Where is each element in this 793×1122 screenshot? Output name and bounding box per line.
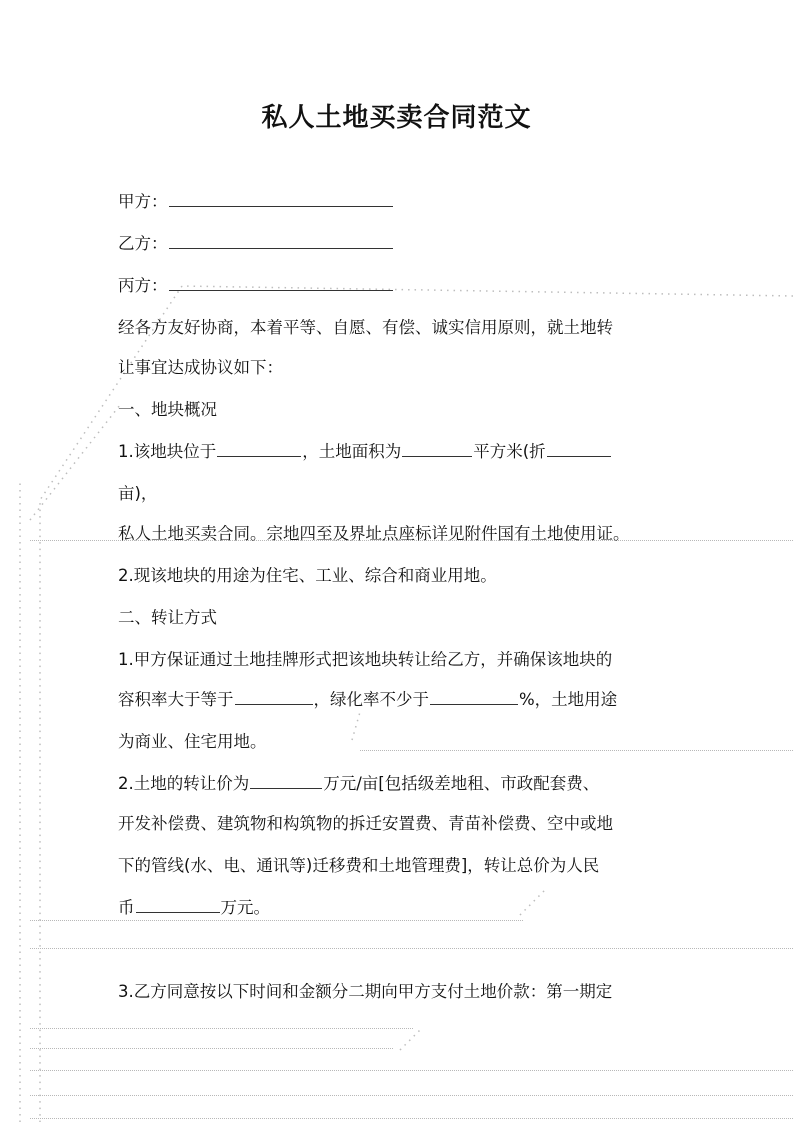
s2-p2-text-b: 万元/亩[包括级差地租、市政配套费、 (323, 774, 600, 793)
s2-p1-text-d: %，土地用途 (519, 690, 618, 709)
s1-p1-text-a: 1.该地块位于 (118, 442, 217, 461)
s2-p1-text-b: 容积率大于等于 (118, 690, 234, 709)
document-title: 私人土地买卖合同范文 (261, 103, 532, 133)
intro-line-2: 让事宜达成协议如下： (118, 358, 283, 377)
s1-paragraph-1-line-1 (118, 440, 612, 464)
green-ratio-blank (430, 688, 518, 705)
party-c-label: 丙方： (118, 276, 168, 295)
intro-line-1: 经各方友好协商，本着平等、自愿、有偿、诚实信用原则，就土地转 (118, 318, 613, 337)
s1-paragraph-1-line-2: 亩)， (118, 484, 158, 503)
section-1-heading: 一、地块概况 (118, 400, 217, 419)
s1-p1-text-c: 平方米(折 (473, 442, 546, 461)
total-price-blank (136, 896, 220, 913)
s2-p2-text-f: 万元。 (220, 898, 270, 917)
s2-p2-text-e: 币 (118, 898, 135, 917)
party-c-blank (169, 274, 393, 291)
plot-ratio-blank (235, 688, 313, 705)
party-b-label: 乙方： (118, 234, 168, 253)
s2-paragraph-2-line-3: 下的管线(水、电、通讯等)迁移费和土地管理费]，转让总价为人民 (118, 856, 600, 875)
s1-p1-text-b: ，土地面积为 (302, 442, 402, 461)
s2-paragraph-1-line-2 (118, 688, 617, 712)
s2-p2-text-a: 2.土地的转让价为 (118, 774, 250, 793)
mu-blank (547, 440, 611, 457)
s2-paragraph-1-line-1: 1.甲方保证通过土地挂牌形式把该地块转让给乙方，并确保该地块的 (118, 650, 613, 669)
s2-paragraph-1-line-3: 为商业、住宅用地。 (118, 732, 267, 751)
unit-price-blank (250, 772, 322, 789)
s1-paragraph-1-line-3: 私人土地买卖合同。宗地四至及界址点座标详见附件国有土地使用证。 (118, 524, 630, 543)
party-b-blank (169, 232, 393, 249)
s2-paragraph-2-line-4 (118, 896, 270, 920)
party-a-line (118, 190, 394, 214)
party-a-blank (169, 190, 393, 207)
party-c-line (118, 274, 394, 298)
party-a-label: 甲方： (118, 192, 168, 211)
area-blank (402, 440, 472, 457)
section-2-heading: 二、转让方式 (118, 608, 217, 627)
s2-p1-text-c: ，绿化率不少于 (313, 690, 429, 709)
party-b-line (118, 232, 394, 256)
s2-paragraph-3: 3.乙方同意按以下时间和金额分二期向甲方支付土地价款：第一期定 (118, 982, 613, 1001)
s2-paragraph-2-line-1 (118, 772, 599, 796)
s1-paragraph-2: 2.现该地块的用途为住宅、工业、综合和商业用地。 (118, 566, 497, 585)
s2-paragraph-2-line-2: 开发补偿费、建筑物和构筑物的拆迁安置费、青苗补偿费、空中或地 (118, 814, 613, 833)
location-blank (217, 440, 301, 457)
